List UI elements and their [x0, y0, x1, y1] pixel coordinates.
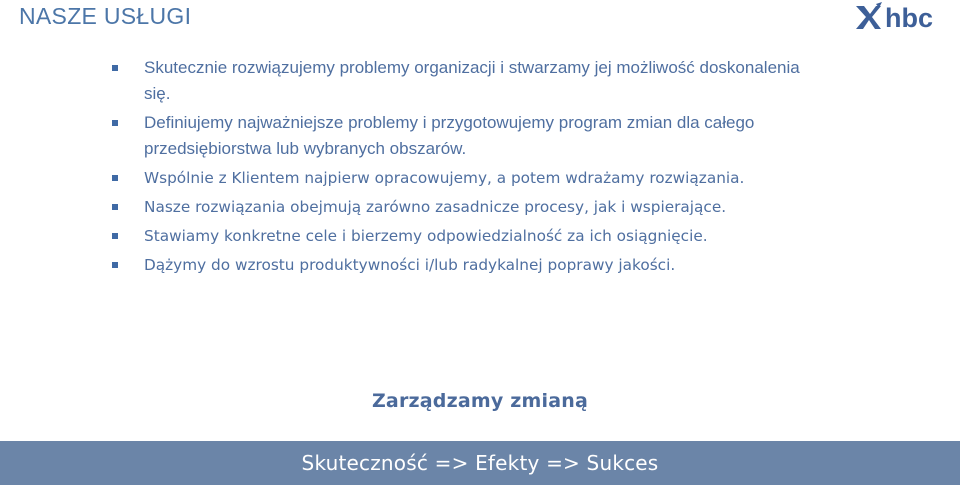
list-item [108, 223, 828, 249]
logo-wordmark: hbc [885, 3, 934, 32]
services-list [108, 55, 828, 281]
bullet-square-icon [112, 120, 118, 126]
list-item [108, 110, 828, 162]
list-item [108, 55, 828, 107]
list-item-text: Skutecznie rozwiązujemy problemy organizacji i stwarzamy jej możliwość doskonalenia się. [144, 58, 800, 103]
list-item [108, 194, 828, 220]
list-item-text: Stawiamy konkretne cele i bierzemy odpowiedzialność za ich osiągnięcie. [144, 227, 708, 245]
list-item-text: Nasze rozwiązania obejmują zarówno zasadnicze procesy, jak i wspierające. [144, 198, 727, 216]
list-item-text: Dążymy do wzrostu produktywności i/lub radykalnej poprawy jakości. [144, 256, 676, 274]
list-item [108, 165, 828, 191]
hbc-logo [852, 2, 942, 32]
list-item-text: Definiujemy najważniejsze problemy i przygotowujemy program zmian dla całego przedsiębiorstwa lub wybranych obszarów. [144, 113, 755, 158]
page-title: NASZE USŁUGI [19, 3, 192, 29]
bullet-square-icon [112, 262, 118, 268]
list-item [108, 252, 828, 278]
bullet-square-icon [112, 204, 118, 210]
section-subtitle: Zarządzamy zmianą [371, 390, 589, 412]
bullet-square-icon [112, 65, 118, 71]
bullet-square-icon [112, 175, 118, 181]
footer-banner [0, 441, 960, 485]
bullet-square-icon [112, 233, 118, 239]
logo-bird-icon [856, 2, 882, 29]
list-item-text: Wspólnie z Klientem najpierw opracowujemy, a potem wdrażamy rozwiązania. [144, 169, 745, 187]
banner-text: Skuteczność => Efekty => Sukces [301, 451, 659, 475]
